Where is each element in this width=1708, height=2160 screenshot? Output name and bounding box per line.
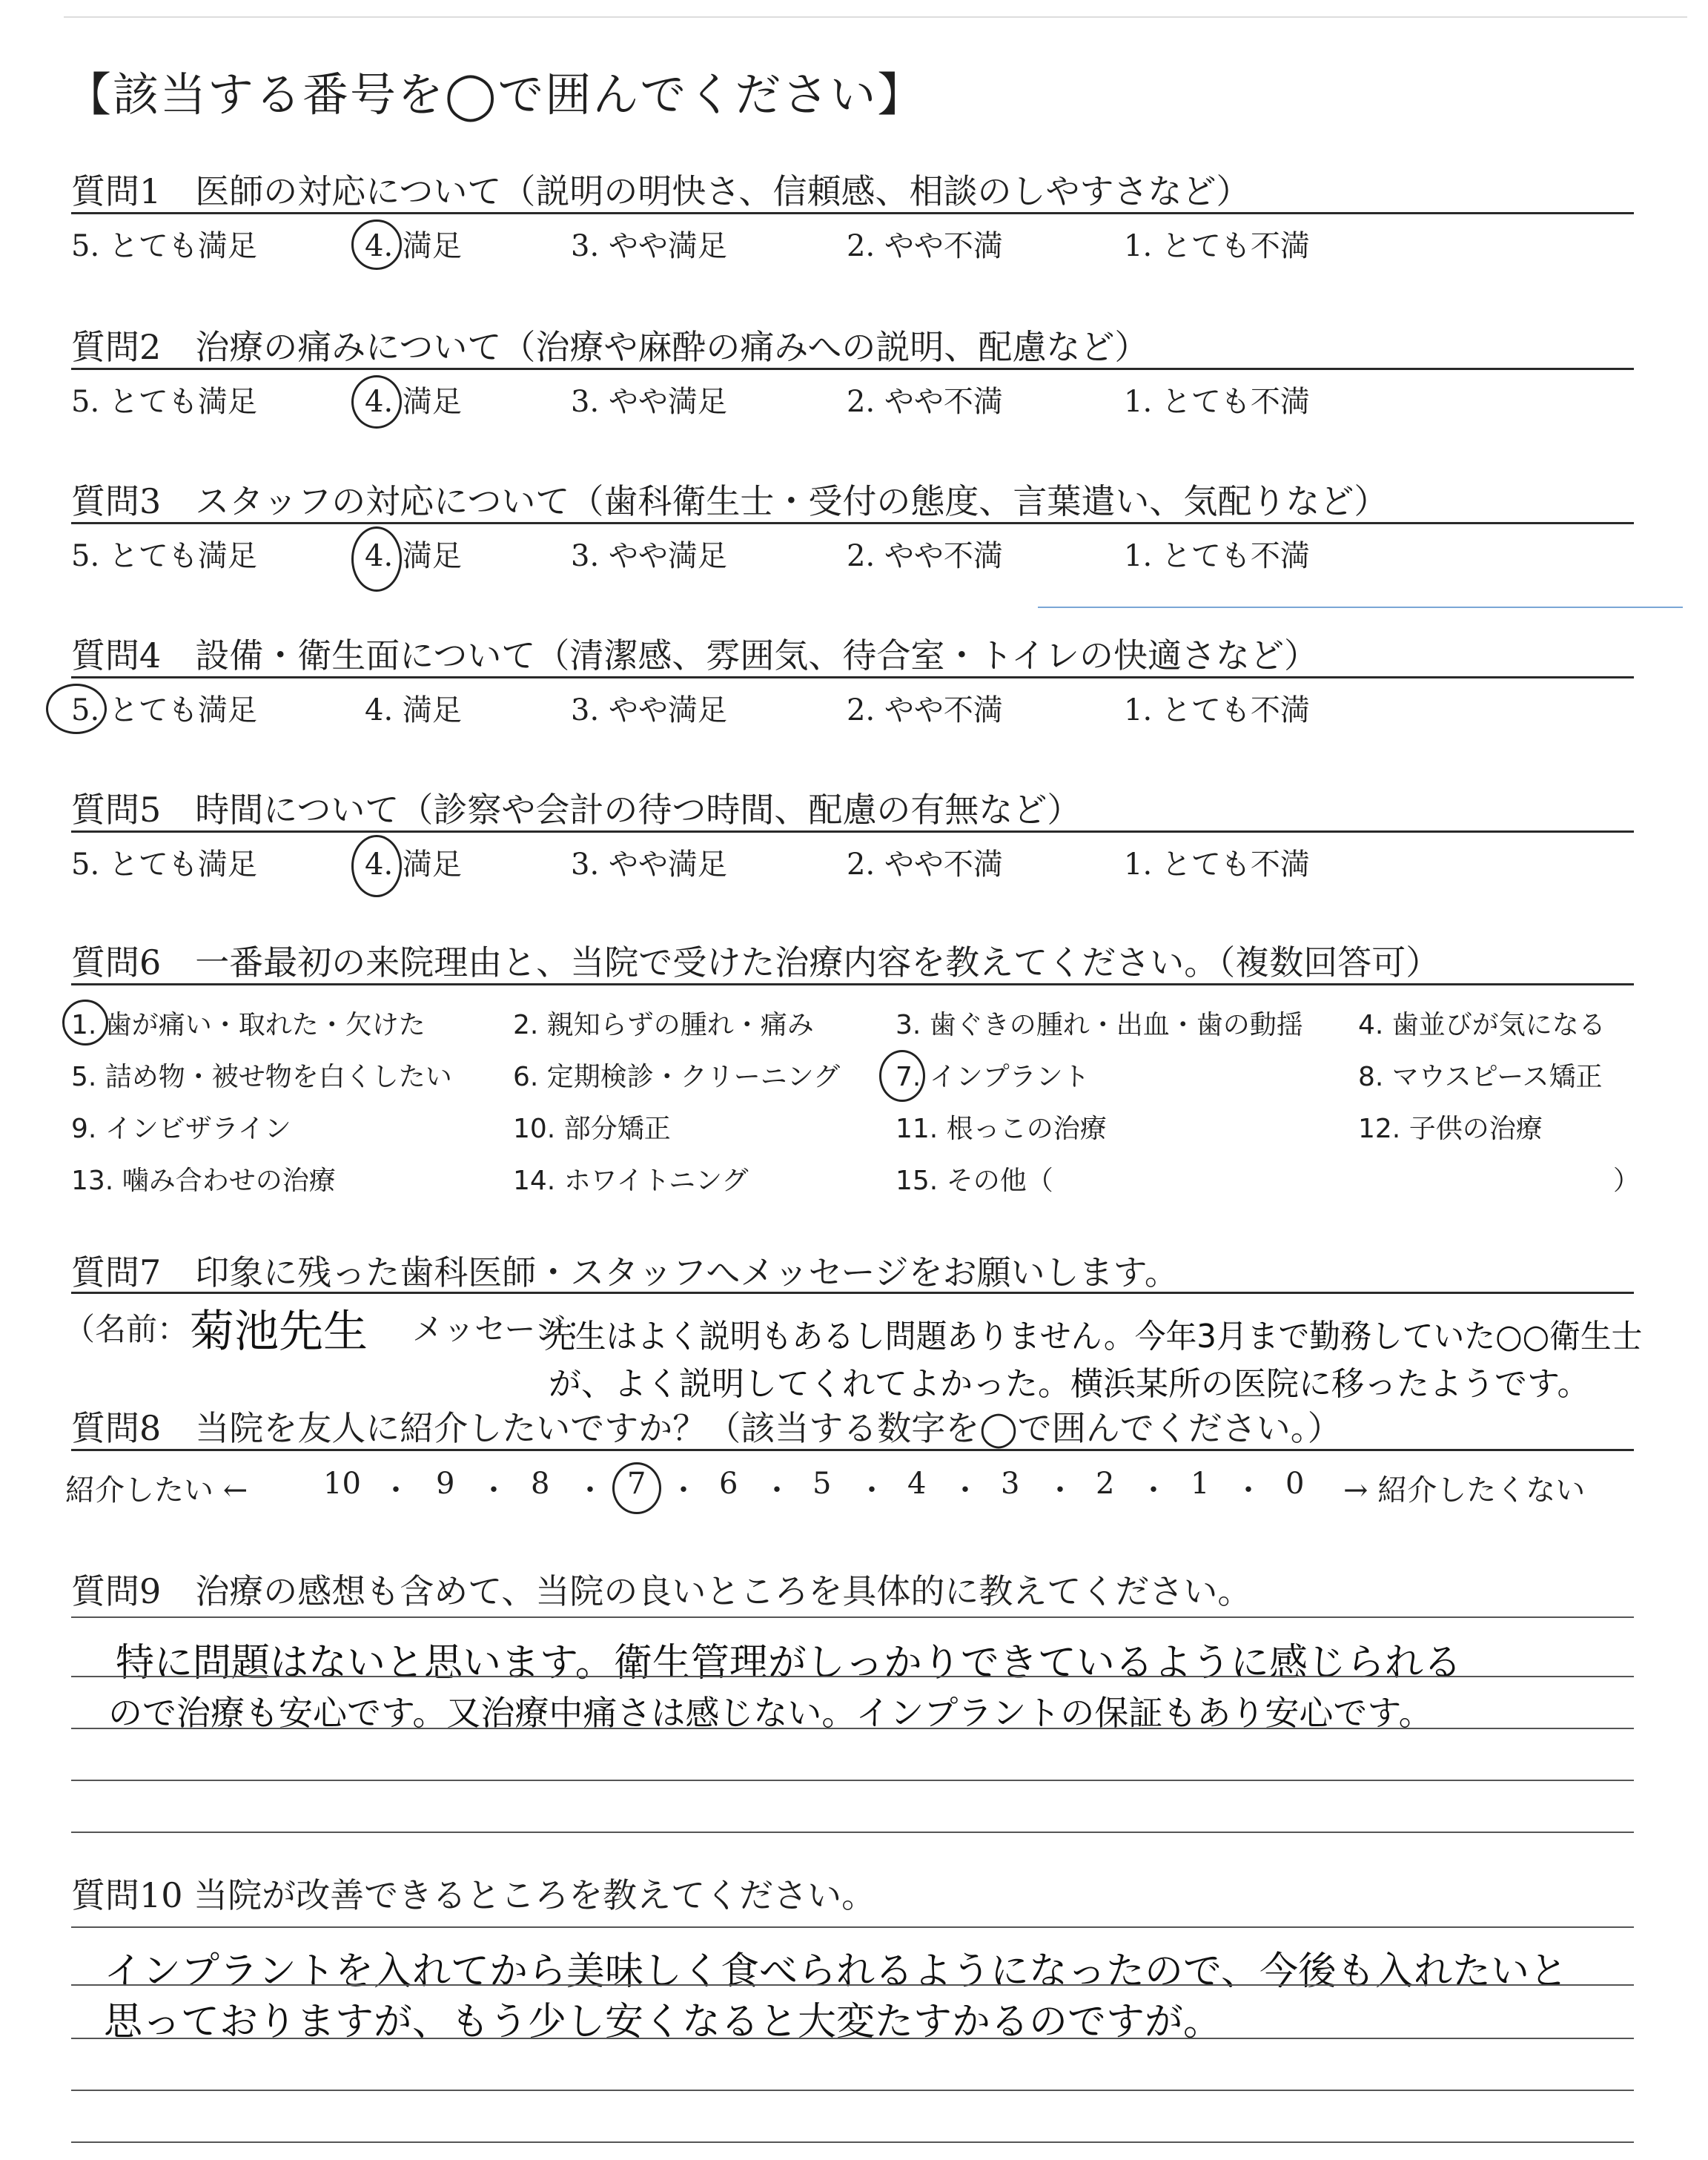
q4-option-4[interactable]: 4. 満足 bbox=[365, 693, 462, 727]
q9-answer-line-1[interactable]: 特に問題はないと思います。衛生管理がしっかりできているように感じられる bbox=[116, 1641, 1462, 1685]
q10-line-4 bbox=[71, 2090, 1634, 2091]
q6-option-15-close-paren: ） bbox=[1613, 1166, 1641, 1196]
q6-option-6[interactable]: 6. 定期検診・クリーニング bbox=[513, 1062, 841, 1092]
q2-option-4[interactable]: 4. 満足 bbox=[365, 385, 462, 419]
q8-scale-8[interactable]: 8 bbox=[531, 1467, 550, 1501]
q4-option-5[interactable]: 5. とても満足 bbox=[71, 693, 257, 727]
q6-title: 質問6 一番最初の来院理由と、当院で受けた治療内容を教えてください。（複数回答可） bbox=[71, 942, 1440, 982]
q3-title: 質問3 スタッフの対応について（歯科衛生士・受付の態度、言葉遣い、気配りなど） bbox=[71, 481, 1388, 521]
q1-option-1[interactable]: 1. とても不満 bbox=[1124, 229, 1310, 263]
q7-message-label: メッセージ： bbox=[412, 1311, 598, 1347]
q8-scale-2[interactable]: 2 bbox=[1096, 1467, 1115, 1501]
q8-scale-4[interactable]: 4 bbox=[907, 1467, 927, 1501]
q7-rule bbox=[71, 1292, 1634, 1294]
q7-title: 質問7 印象に残った歯科医師・スタッフへメッセージをお願いします。 bbox=[71, 1252, 1179, 1292]
q9-line-4 bbox=[71, 1780, 1634, 1781]
q8-scale-0[interactable]: 0 bbox=[1285, 1467, 1305, 1501]
q7-message-line-1[interactable]: 先生はよく説明もあるし問題ありません。今年3月まで勤務していた○○衛生士 bbox=[544, 1318, 1643, 1355]
q3-option-1[interactable]: 1. とても不満 bbox=[1124, 539, 1310, 573]
q9-line-2 bbox=[71, 1676, 1634, 1677]
scan-edge-line bbox=[64, 16, 1687, 18]
q6-option-8[interactable]: 8. マウスピース矯正 bbox=[1358, 1062, 1603, 1092]
q8-title: 質問8 当院を友人に紹介したいですか？（該当する数字を◯で囲んでください。） bbox=[71, 1408, 1342, 1448]
q10-line-3 bbox=[71, 2038, 1634, 2039]
q2-option-2[interactable]: 2. やや不満 bbox=[847, 385, 1003, 419]
q10-answer-line-1[interactable]: インプラントを入れてから美味しく食べられるようになったので、今後も入れたいと bbox=[104, 1949, 1568, 1994]
q10-line-1 bbox=[71, 1926, 1634, 1928]
q6-option-14[interactable]: 14. ホワイトニング bbox=[513, 1166, 749, 1196]
q5-title: 質問5 時間について（診察や会計の待つ時間、配慮の有無など） bbox=[71, 790, 1082, 830]
q5-option-5[interactable]: 5. とても満足 bbox=[71, 848, 257, 882]
q1-option-2[interactable]: 2. やや不満 bbox=[847, 229, 1003, 263]
q6-option-4[interactable]: 4. 歯並びが気になる bbox=[1358, 1010, 1606, 1040]
page-title: 【該当する番号を◯で囲んでください】 bbox=[65, 67, 925, 122]
q1-option-4[interactable]: 4. 満足 bbox=[365, 229, 462, 263]
q1-option-3[interactable]: 3. やや満足 bbox=[571, 229, 727, 263]
q6-rule bbox=[71, 983, 1634, 985]
q8-right-label: → 紹介したくない bbox=[1343, 1473, 1586, 1507]
q4-rule bbox=[71, 676, 1634, 678]
q6-option-11[interactable]: 11. 根っこの治療 bbox=[896, 1114, 1107, 1144]
q2-option-3[interactable]: 3. やや満足 bbox=[571, 385, 727, 419]
q8-rule bbox=[71, 1449, 1634, 1451]
q10-title: 質問10 当院が改善できるところを教えてください。 bbox=[71, 1875, 876, 1915]
q9-line-5 bbox=[71, 1832, 1634, 1833]
q4-option-1[interactable]: 1. とても不満 bbox=[1124, 693, 1310, 727]
q2-title: 質問2 治療の痛みについて（治療や麻酔の痛みへの説明、配慮など） bbox=[71, 327, 1149, 367]
q1-title: 質問1 医師の対応について（説明の明快さ、信頼感、相談のしやすさなど） bbox=[71, 171, 1251, 211]
q8-scale-5[interactable]: 5 bbox=[812, 1467, 832, 1501]
q10-line-5 bbox=[71, 2141, 1634, 2143]
q9-answer-line-2[interactable]: ので治療も安心です。又治療中痛さは感じない。インプラントの保証もあり安心です。 bbox=[108, 1693, 1433, 1733]
q1-option-5[interactable]: 5. とても満足 bbox=[71, 229, 257, 263]
q8-scale-7[interactable]: 7 bbox=[627, 1467, 646, 1501]
q8-left-label: 紹介したい ← bbox=[65, 1473, 248, 1507]
q2-rule bbox=[71, 368, 1634, 370]
q6-option-13[interactable]: 13. 噛み合わせの治療 bbox=[71, 1166, 336, 1196]
q4-option-2[interactable]: 2. やや不満 bbox=[847, 693, 1003, 727]
q6-option-1[interactable]: 1. 歯が痛い・取れた・欠けた bbox=[71, 1010, 426, 1040]
q6-option-2[interactable]: 2. 親知らずの腫れ・痛み bbox=[513, 1010, 814, 1040]
q6-option-7[interactable]: 7. インプラント bbox=[896, 1062, 1090, 1092]
q5-rule bbox=[71, 830, 1634, 833]
q10-line-2 bbox=[71, 1984, 1634, 1986]
q4-option-3[interactable]: 3. やや満足 bbox=[571, 693, 727, 727]
q6-option-9[interactable]: 9. インビザライン bbox=[71, 1114, 291, 1144]
q2-option-5[interactable]: 5. とても満足 bbox=[71, 385, 257, 419]
q3-option-5[interactable]: 5. とても満足 bbox=[71, 539, 257, 573]
q7-name-label: （名前： bbox=[64, 1311, 189, 1347]
q9-line-1 bbox=[71, 1616, 1634, 1618]
q7-name-value[interactable]: 菊池先生 bbox=[190, 1306, 368, 1358]
q5-option-1[interactable]: 1. とても不満 bbox=[1124, 848, 1310, 882]
q5-option-3[interactable]: 3. やや満足 bbox=[571, 848, 727, 882]
q8-scale-9[interactable]: 9 bbox=[436, 1467, 455, 1501]
q8-scale-10[interactable]: 10 bbox=[323, 1467, 361, 1501]
q3-option-4[interactable]: 4. 満足 bbox=[365, 539, 462, 573]
q6-option-5[interactable]: 5. 詰め物・被せ物を白くしたい bbox=[71, 1062, 452, 1092]
q6-option-15[interactable]: 15. その他（ bbox=[896, 1166, 1053, 1196]
q8-scale-1[interactable]: 1 bbox=[1191, 1467, 1210, 1501]
q8-scale-6[interactable]: 6 bbox=[719, 1467, 738, 1501]
q6-option-3[interactable]: 3. 歯ぐきの腫れ・出血・歯の動揺 bbox=[896, 1010, 1303, 1040]
q4-title: 質問4 設備・衛生面について（清潔感、雰囲気、待合室・トイレの快適さなど） bbox=[71, 635, 1319, 676]
q10-answer-line-2[interactable]: 思っておりますが、もう少し安くなると大変たすかるのですが。 bbox=[104, 2000, 1222, 2044]
scan-artifact-line bbox=[1038, 607, 1683, 608]
q2-option-1[interactable]: 1. とても不満 bbox=[1124, 385, 1310, 419]
q6-option-12[interactable]: 12. 子供の治療 bbox=[1358, 1114, 1543, 1144]
q3-option-2[interactable]: 2. やや不満 bbox=[847, 539, 1003, 573]
q3-rule bbox=[71, 522, 1634, 524]
q5-option-4[interactable]: 4. 満足 bbox=[365, 848, 462, 882]
q9-title: 質問9 治療の感想も含めて、当院の良いところを具体的に教えてください。 bbox=[71, 1571, 1252, 1611]
q7-message-line-2[interactable]: が、よく説明してくれてよかった。横浜某所の医院に移ったようです。 bbox=[549, 1365, 1590, 1403]
q3-option-3[interactable]: 3. やや満足 bbox=[571, 539, 727, 573]
q9-line-3 bbox=[71, 1728, 1634, 1729]
q6-option-10[interactable]: 10. 部分矯正 bbox=[513, 1114, 671, 1144]
q1-rule bbox=[71, 212, 1634, 214]
q5-option-2[interactable]: 2. やや不満 bbox=[847, 848, 1003, 882]
q8-scale-3[interactable]: 3 bbox=[1001, 1467, 1020, 1501]
